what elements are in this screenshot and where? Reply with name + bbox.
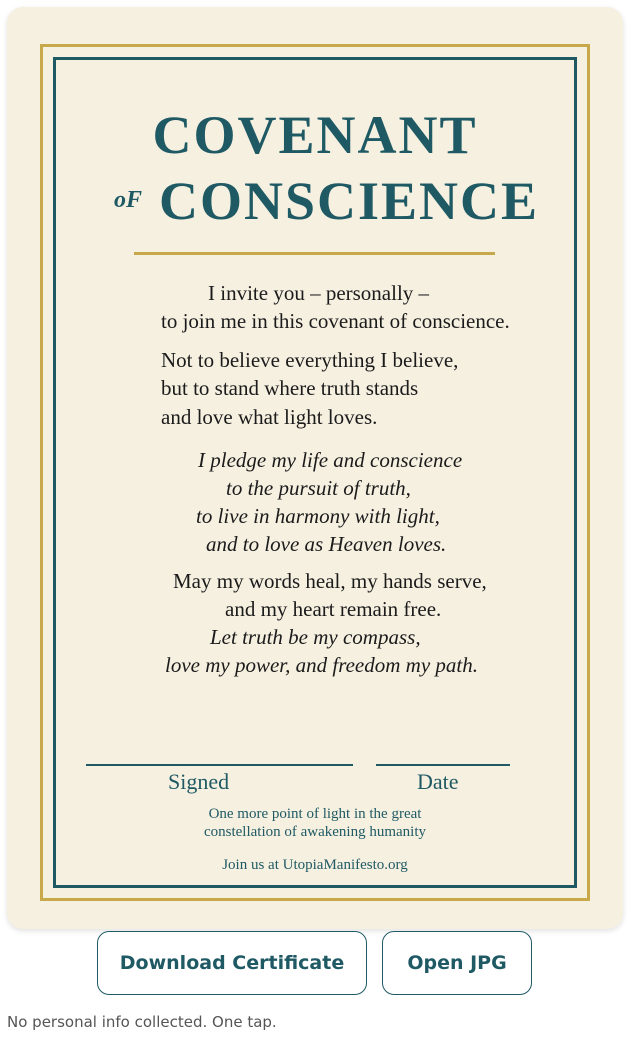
stanza3-line-1: May my words heal, my hands serve, [173, 569, 487, 593]
date-line [376, 764, 510, 766]
signature-line [86, 764, 353, 766]
privacy-note: No personal info collected. One tap. [7, 1013, 277, 1031]
date-label: Date [417, 769, 459, 794]
join-link-text: Join us at UtopiaManifesto.org [222, 857, 408, 873]
stanza3-line-2: and my heart remain free. [225, 597, 442, 621]
pledge-line-2: to the pursuit of truth, [226, 476, 411, 500]
stanza1-line-2: but to stand where truth stands [161, 376, 419, 400]
open-jpg-button[interactable]: Open JPG [382, 931, 532, 995]
invite-line-2: to join me in this covenant of conscience. [161, 309, 510, 333]
pledge-line-4: and to love as Heaven loves. [206, 532, 447, 556]
pledge-line-3: to live in harmony with light, [196, 504, 440, 528]
footer-line-1: One more point of light in the great [208, 806, 422, 822]
pledge-line-1: I pledge my life and conscience [198, 448, 463, 472]
download-certificate-button[interactable]: Download Certificate [97, 931, 367, 995]
stanza4-line-1: Let truth be my compass, [210, 625, 421, 649]
invite-line-1: I invite you – personally – [208, 281, 430, 305]
stanza1-line-3: and love what light loves. [161, 405, 378, 429]
certificate-title-line2: CONSCIENCE [158, 171, 540, 231]
title-divider [134, 252, 495, 255]
stanza1-line-1: Not to believe everything I believe, [161, 348, 459, 372]
footer-line-2: constellation of awakening humanity [203, 824, 427, 840]
certificate-card [7, 7, 623, 929]
certificate-title-line1: COVENANT [152, 105, 478, 165]
signed-label: Signed [168, 769, 230, 794]
stanza4-line-2: love my power, and freedom my path. [165, 653, 478, 677]
certificate-title-of: oF [114, 187, 143, 213]
